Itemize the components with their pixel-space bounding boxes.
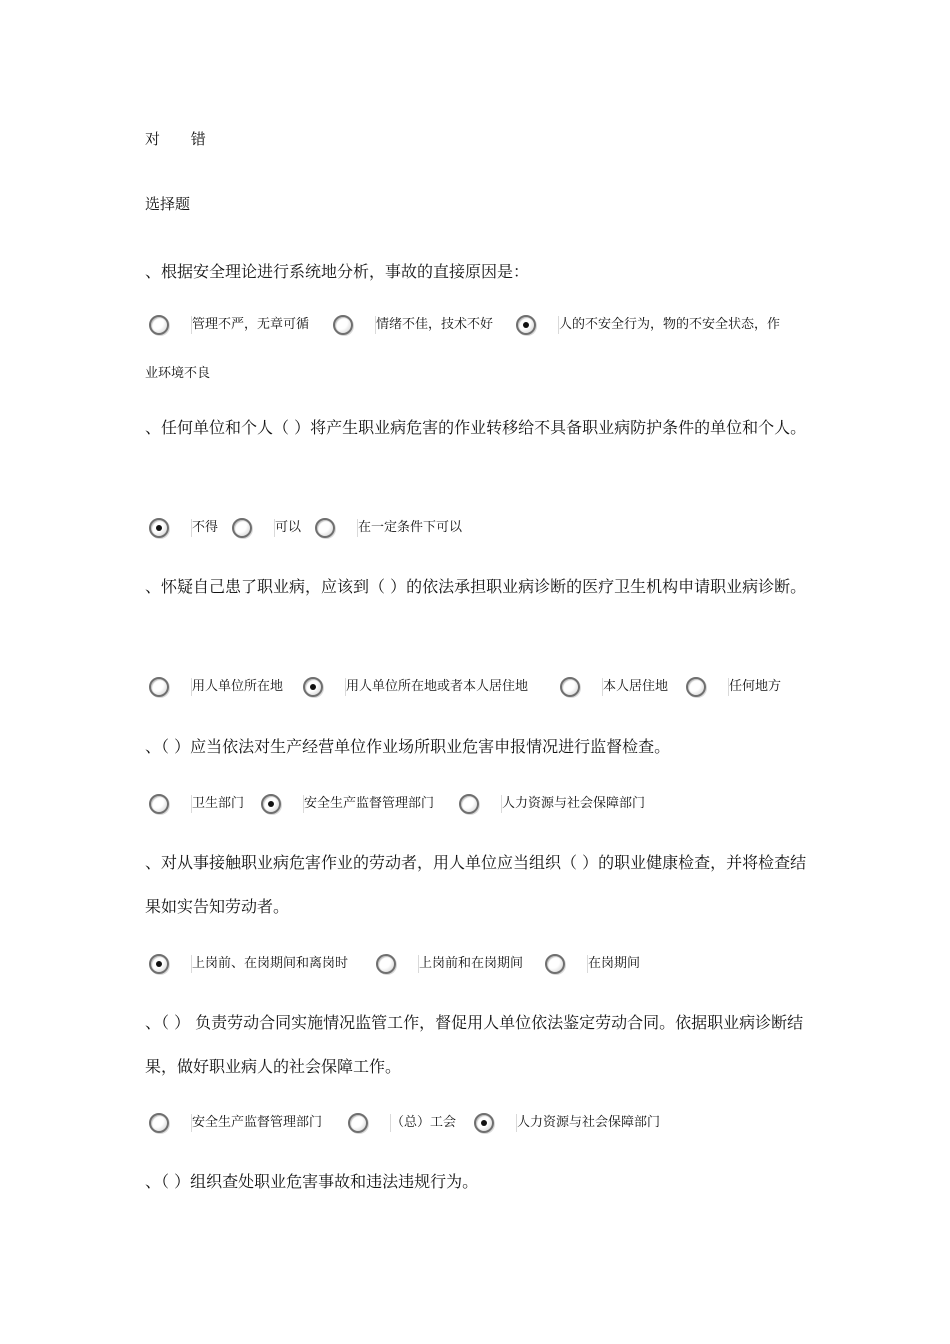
radio-button[interactable] [315, 518, 335, 538]
question-4-options [145, 784, 845, 824]
option-label-continuation: 业环境不良 [145, 366, 211, 381]
option-label[interactable]: （总）工会 [391, 1115, 457, 1130]
option-label[interactable]: 人力资源与社会保障部门 [517, 1115, 661, 1130]
option-label[interactable]: 人的不安全行为，物的不安全状态，作 [559, 317, 781, 332]
question-7-text: 、（ ）组织查处职业危害事故和违法违规行为。 [145, 1172, 479, 1191]
option-label[interactable]: 卫生部门 [192, 796, 245, 811]
option-label[interactable]: 用人单位所在地或者本人居住地 [346, 679, 529, 694]
option-label[interactable]: 本人居住地 [603, 679, 669, 694]
question-1-text: 、根据安全理论进行系统地分析，事故的直接原因是： [145, 262, 530, 281]
radio-button[interactable] [459, 794, 479, 814]
question-6-text: 、（ ） 负责劳动合同实施情况监管工作，督促用人单位依法鉴定劳动合同。依据职业病诊断结果，做好职业病人的社会保障工作。 [145, 1013, 804, 1076]
option-label[interactable]: 人力资源与社会保障部门 [502, 796, 646, 811]
radio-button-selected[interactable] [516, 315, 536, 335]
radio-button-selected[interactable] [149, 518, 169, 538]
radio-button[interactable] [348, 1113, 368, 1133]
option-label[interactable]: 情绪不佳，技术不好 [376, 317, 494, 332]
radio-button-selected[interactable] [149, 954, 169, 974]
radio-button[interactable] [376, 954, 396, 974]
true-false-choices [145, 128, 232, 149]
question-2-options [145, 508, 845, 548]
radio-button[interactable] [333, 315, 353, 335]
question-4-text: 、（ ）应当依法对生产经营单位作业场所职业危害申报情况进行监督检查。 [145, 737, 671, 756]
question-2-text: 、任何单位和个人（ ）将产生职业病危害的作业转移给不具备职业病防护条件的单位和个人。 [145, 418, 807, 437]
question-3-options [145, 667, 845, 707]
option-label[interactable]: 任何地方 [729, 679, 782, 694]
option-label[interactable]: 可以 [275, 520, 302, 535]
option-label[interactable]: 在岗期间 [588, 956, 641, 971]
radio-button[interactable] [232, 518, 252, 538]
option-label[interactable]: 上岗前和在岗期间 [419, 956, 524, 971]
question-1-options [145, 305, 845, 345]
option-label[interactable]: 管理不严，无章可循 [192, 317, 310, 332]
question-5-options [145, 944, 845, 984]
option-label[interactable]: 上岗前、在岗期间和离岗时 [192, 956, 349, 971]
radio-button[interactable] [149, 677, 169, 697]
radio-button-selected[interactable] [303, 677, 323, 697]
false-label[interactable]: 错 [190, 130, 206, 148]
question-5-text: 、对从事接触职业病危害作业的劳动者，用人单位应当组织（ ）的职业健康检查，并将检查结果如实告知劳动者。 [145, 853, 807, 916]
radio-button[interactable] [149, 794, 169, 814]
radio-button[interactable] [149, 315, 169, 335]
radio-button[interactable] [545, 954, 565, 974]
option-label[interactable]: 安全生产监督管理部门 [192, 1115, 323, 1130]
radio-button[interactable] [686, 677, 706, 697]
radio-button[interactable] [149, 1113, 169, 1133]
radio-button[interactable] [560, 677, 580, 697]
option-label[interactable]: 不得 [192, 520, 219, 535]
option-label[interactable]: 在一定条件下可以 [358, 520, 463, 535]
radio-button-selected[interactable] [474, 1113, 494, 1133]
question-3-text: 、怀疑自己患了职业病，应该到（ ）的依法承担职业病诊断的医疗卫生机构申请职业病诊断。 [145, 577, 807, 596]
option-label[interactable]: 安全生产监督管理部门 [304, 796, 435, 811]
true-label[interactable]: 对 [145, 130, 161, 148]
question-6-options [145, 1103, 845, 1143]
section-title: 选择题 [145, 195, 191, 213]
option-label[interactable]: 用人单位所在地 [192, 679, 284, 694]
radio-button-selected[interactable] [261, 794, 281, 814]
